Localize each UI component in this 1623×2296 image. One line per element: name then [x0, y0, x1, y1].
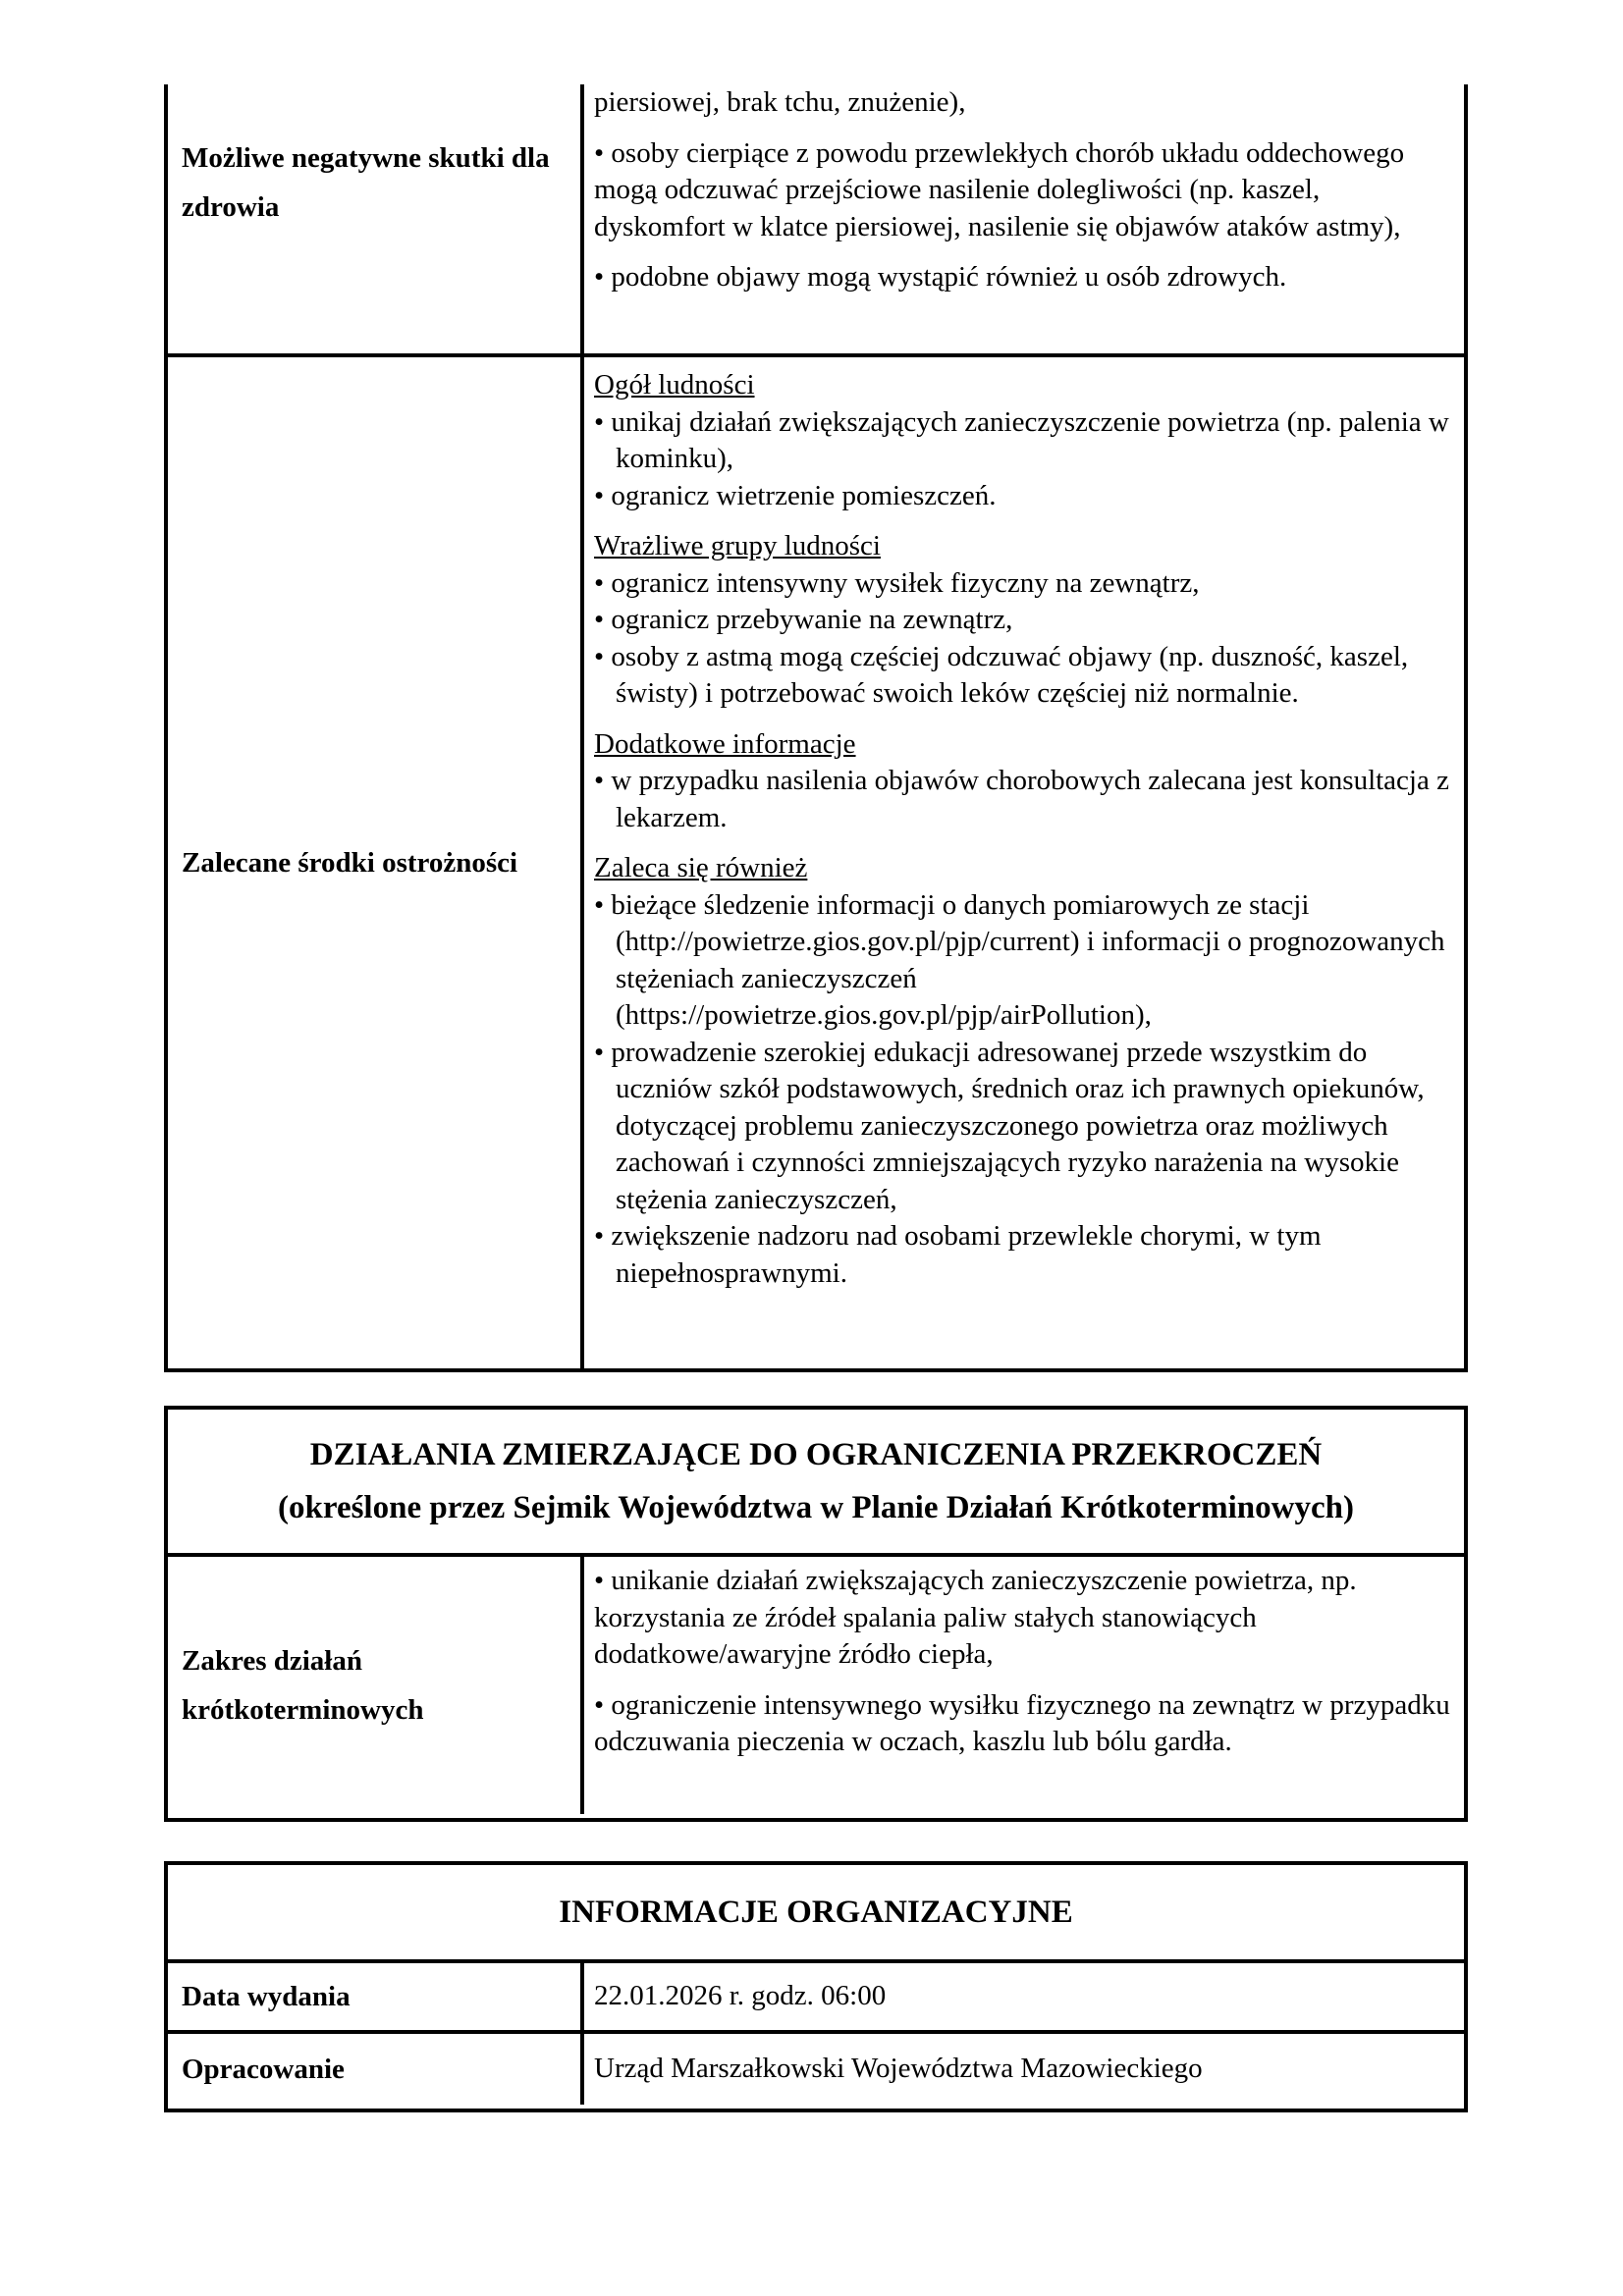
bullet-item: • zwiększenie nadzoru nad osobami przewlekle chorymi, w tym niepełnosprawnymi.: [594, 1220, 1322, 1289]
header-subtitle: (określone przez Sejmik Województwa w Planie Działań Krótkoterminowych): [278, 1490, 1354, 1525]
short-term-actions-row: [168, 1557, 1464, 1814]
effects-continuation: piersiowej, brak tchu, znużenie),: [594, 86, 966, 118]
precautions-row: [168, 357, 1464, 1368]
effects-item-chronic: • osoby cierpiące z powodu przewlekłych chorób układu oddechowego mogą odczuwać przejściowe nasilenie dolegliwości (np. kaszel, dyskomfort w klatce piersiowej, nasilenie się objawów ataków astmy),: [594, 136, 1405, 242]
health-info-table: [164, 84, 1468, 1372]
precautions-content: [584, 357, 1464, 1368]
bullet-item: • bieżące śledzenie informacji o danych pomiarowych ze stacji (http://powietrze.gios.gov.pl/pjp/current) i informacji o prognozowanych stężeniach zanieczyszczeń (https://powietrze.gios.gov.pl/pjp/airPollution),: [594, 888, 1445, 1031]
section-additional-info: [594, 726, 1454, 837]
bullet-item: • ogranicz intensywny wysiłek fizyczny na zewnątrz,: [594, 566, 1200, 599]
issue-date-label: Data wydania: [168, 1963, 584, 2030]
section-heading: Wrażliwe grupy ludności: [594, 530, 881, 561]
organizational-info-table: [164, 1861, 1468, 2112]
health-effects-content: [584, 84, 1464, 353]
section-heading: Dodatkowe informacje: [594, 727, 856, 760]
precautions-label: Zalecane środki ostrożności: [168, 357, 584, 1368]
issue-date-value: 22.01.2026 r. godz. 06:00: [594, 1980, 887, 2012]
section-also-recommended: [594, 850, 1454, 1292]
bullet-item: • unikaj działań zwiększających zanieczyszczenie powietrza (np. palenia w kominku),: [594, 405, 1449, 474]
header-title: INFORMACJE ORGANIZACYJNE: [559, 1895, 1073, 1930]
header-title: DZIAŁANIA ZMIERZAJĄCE DO OGRANICZENIA PRZEKROCZEŃ: [309, 1437, 1323, 1472]
bullet-item: • ogranicz przebywanie na zewnątrz,: [594, 604, 1013, 635]
bullet-item: • osoby z astmą mogą częściej odczuwać objawy (np. duszność, kaszel, świsty) i potrzebować swoich leków częściej niż normalnie.: [594, 640, 1409, 709]
action-item: • ograniczenie intensywnego wysiłku fizycznego na zewnątrz w przypadku odczuwania pieczenia w oczach, kaszlu lub bólu gardła.: [594, 1688, 1450, 1757]
issue-date-row: [168, 1963, 1464, 2034]
bullet-item: • prowadzenie szerokiej edukacji adresowanej przede wszystkim do uczniów szkół podstawowych, średnich oraz ich prawnych opiekunów, dotyczącej problemu zanieczyszczonego powietrza oraz możliwych zachowań i czynności zmniejszających ryzyko narażenia na wysokie stężenia zanieczyszczeń,: [594, 1036, 1425, 1215]
section-heading: Zaleca się również: [594, 852, 808, 883]
effects-item-healthy: • podobne objawy mogą wystąpić również u osób zdrowych.: [594, 261, 1287, 293]
prepared-by-row: [168, 2034, 1464, 2105]
health-effects-label: Możliwe negatywne skutki dla zdrowia: [168, 84, 584, 353]
short-term-actions-content: [584, 1557, 1464, 1814]
organizational-info-header: [168, 1865, 1464, 1963]
bullet-item: • w przypadku nasilenia objawów chorobowych zalecana jest konsultacja z lekarzem.: [594, 765, 1449, 833]
short-term-actions-label: Zakres działań krótkoterminowych: [168, 1557, 584, 1814]
action-item: • unikanie działań zwiększających zanieczyszczenie powietrza, np. korzystania ze źródeł spalania paliw stałych stanowiących dodatkowe/awaryjne źródło ciepła,: [594, 1565, 1357, 1670]
section-sensitive-groups: [594, 528, 1454, 713]
section-heading: Ogół ludności: [594, 369, 755, 400]
bullet-item: • ogranicz wietrzenie pomieszczeń.: [594, 479, 997, 511]
health-effects-row: [168, 84, 1464, 357]
short-term-actions-table: [164, 1406, 1468, 1822]
prepared-by-label: Opracowanie: [168, 2034, 584, 2105]
section-general-population: [594, 367, 1454, 514]
prepared-by-value: Urząd Marszałkowski Województwa Mazowieckiego: [594, 2053, 1203, 2085]
short-term-actions-header: [168, 1410, 1464, 1557]
